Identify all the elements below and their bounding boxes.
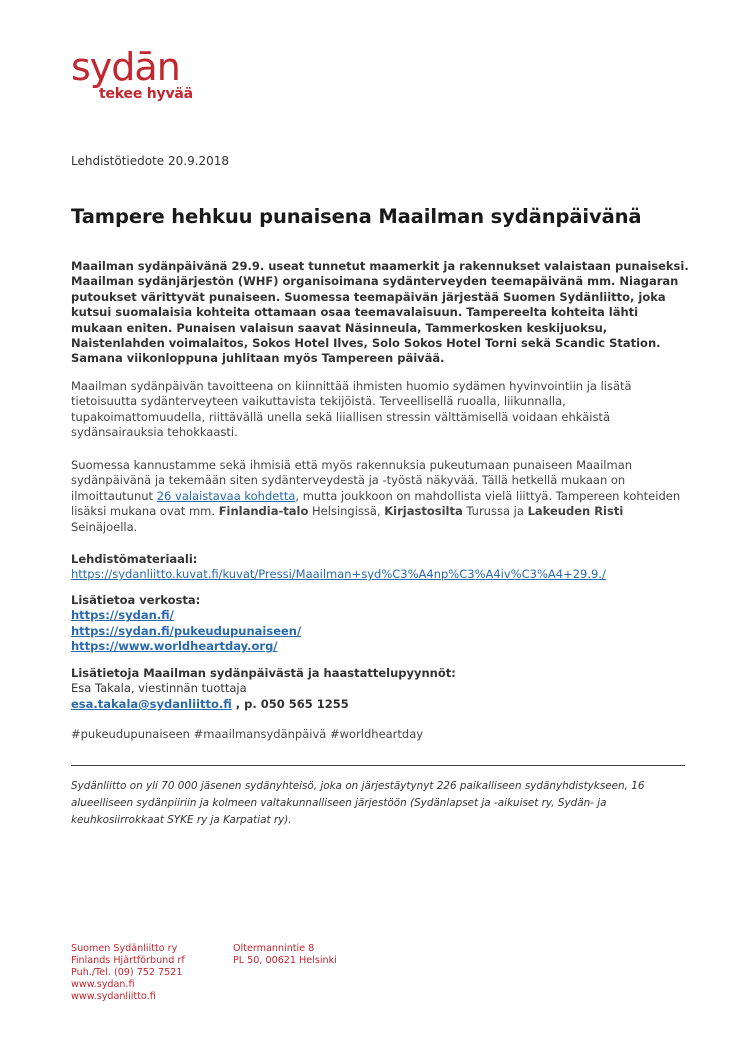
address-line: Suomen Sydänliitto ry — [71, 943, 178, 954]
para3-city-1: Helsingissä, — [308, 504, 385, 519]
address-web: www.sydan.fi — [71, 979, 135, 990]
para3-text-2: , mutta joukkoon on mahdollista vielä liittyä. Tampereen kohteiden lisäksi mukana ovat mm. — [71, 488, 681, 519]
body-paragraph-2: Maailman sydänpäivän tavoitteena on kiinnittää ihmisten huomio sydämen hyvinvointiin ja lisätä tietoisuutta sydänterveyteen vaikuttavista tekijöistä. Terveellisellä ruoalla, liikunnalla, tupakoimattomuudella, riittävällä unella sekä liiallisen stressin välttämisellä voidaan ehkäistä sydänsairauksia tehokkaasti. — [71, 379, 632, 440]
para3-city-2: Turussa ja — [462, 504, 528, 519]
place-finlandia: Finlandia-talo — [218, 504, 309, 519]
para3-text-1: Suomessa kannustamme sekä ihmisiä että myös rakennuksia pukeutumaan punaiseen Maailman sydänpäivänä ja tekemään siten sydänterveydestä ja -työstä näkyvää. Tällä hetkellä mukaan on ilmoittautunut — [71, 458, 633, 503]
body-paragraph-3 — [71, 458, 691, 535]
address-phone: Puh./Tel. (09) 752 7521 — [71, 967, 183, 978]
logo-tagline: tekee hyvää — [99, 86, 193, 102]
press-material-heading: Lehdistömateriaali: — [71, 552, 198, 566]
link-sydan[interactable]: https://sydan.fi/ — [71, 608, 174, 623]
more-info-block — [71, 593, 301, 655]
press-material-block — [71, 552, 606, 583]
divider — [71, 765, 685, 766]
address-line: Finlands Hjärtförbund rf — [71, 955, 185, 966]
place-kirjastosilta: Kirjastosilta — [384, 504, 463, 519]
contact-block — [71, 666, 456, 712]
address-street: Oltermannintie 8 — [233, 943, 315, 954]
footnote: Sydänliitto on yli 70 000 jäsenen sydänyhteisö, joka on järjestäytynyt 226 paikalliseen sydänyhdistykseen, 16 alueelliseen sydänpiiriin ja kolmeen valtakunnalliseen järjestöön (Sydänlapset ja -aikuiset ry, Sydän- ja keuhkosiirrokkaat SYKE ry ja Karpatiat ry). — [71, 780, 645, 826]
logo-wordmark: sydān — [71, 45, 180, 89]
link-pukeudupunaiseen[interactable]: https://sydan.fi/pukeudupunaiseen/ — [71, 623, 302, 638]
lead-paragraph: Maailman sydänpäivänä 29.9. useat tunnetut maamerkit ja rakennukset valaistaan punaiseksi. Maailman sydänjärjestön (WHF) organisoimana sydänterveyden teemapäivänä mm. Niagaran putoukset värittyvät punaiseen. Suomessa teemapäivän järjestää Suomen Sydänliitto, joka kutsui suomalaisia kohteita ottamaan osaa teemavalaisuun. Tampereelta kohteita lähti mukaan eniten. Punaisen valaisun saavat Näsinneula, Tammerkosken keskijuoksu, Naistenlahden voimalaitos, Sokos Hotel Ilves, Solo Sokos Hotel Torni sekä Scandic Station. Samana viikonloppuna juhlitaan myös Tampereen päivää. — [71, 259, 689, 366]
more-info-heading: Lisätietoa verkosta: — [71, 593, 201, 607]
hashtags: #pukeudupunaiseen #maailmansydänpäivä #worldheartday — [71, 727, 424, 741]
place-lakeuden-risti: Lakeuden Risti — [527, 504, 624, 519]
link-worldheartday[interactable]: https://www.worldheartday.org/ — [71, 639, 278, 654]
page-title: Tampere hehkuu punaisena Maailman sydänpäivänä — [71, 205, 642, 228]
press-release-date: Lehdistötiedote 20.9.2018 — [71, 154, 230, 168]
address-postal: PL 50, 00621 Helsinki — [233, 955, 337, 966]
contact-heading: Lisätietoja Maailman sydänpäivästä ja haastattelupyynnöt: — [71, 666, 456, 680]
contact-email-link[interactable]: esa.takala@sydanliitto.fi — [71, 696, 232, 711]
contact-phone: , p. 050 565 1255 — [231, 696, 349, 711]
address-web: www.sydanliitto.fi — [71, 991, 156, 1002]
address-right — [233, 943, 337, 967]
sydan-logo — [71, 45, 231, 108]
address-left — [71, 943, 185, 1003]
para3-city-3: Seinäjoella. — [71, 519, 138, 534]
press-material-link[interactable]: https://sydanliitto.kuvat.fi/kuvat/Pressi/Maailman+syd%C3%A4np%C3%A4iv%C3%A4+29.9./ — [71, 567, 606, 582]
venues-link[interactable]: 26 valaistavaa kohdetta — [156, 488, 296, 503]
contact-name: Esa Takala, viestinnän tuottaja — [71, 681, 247, 696]
